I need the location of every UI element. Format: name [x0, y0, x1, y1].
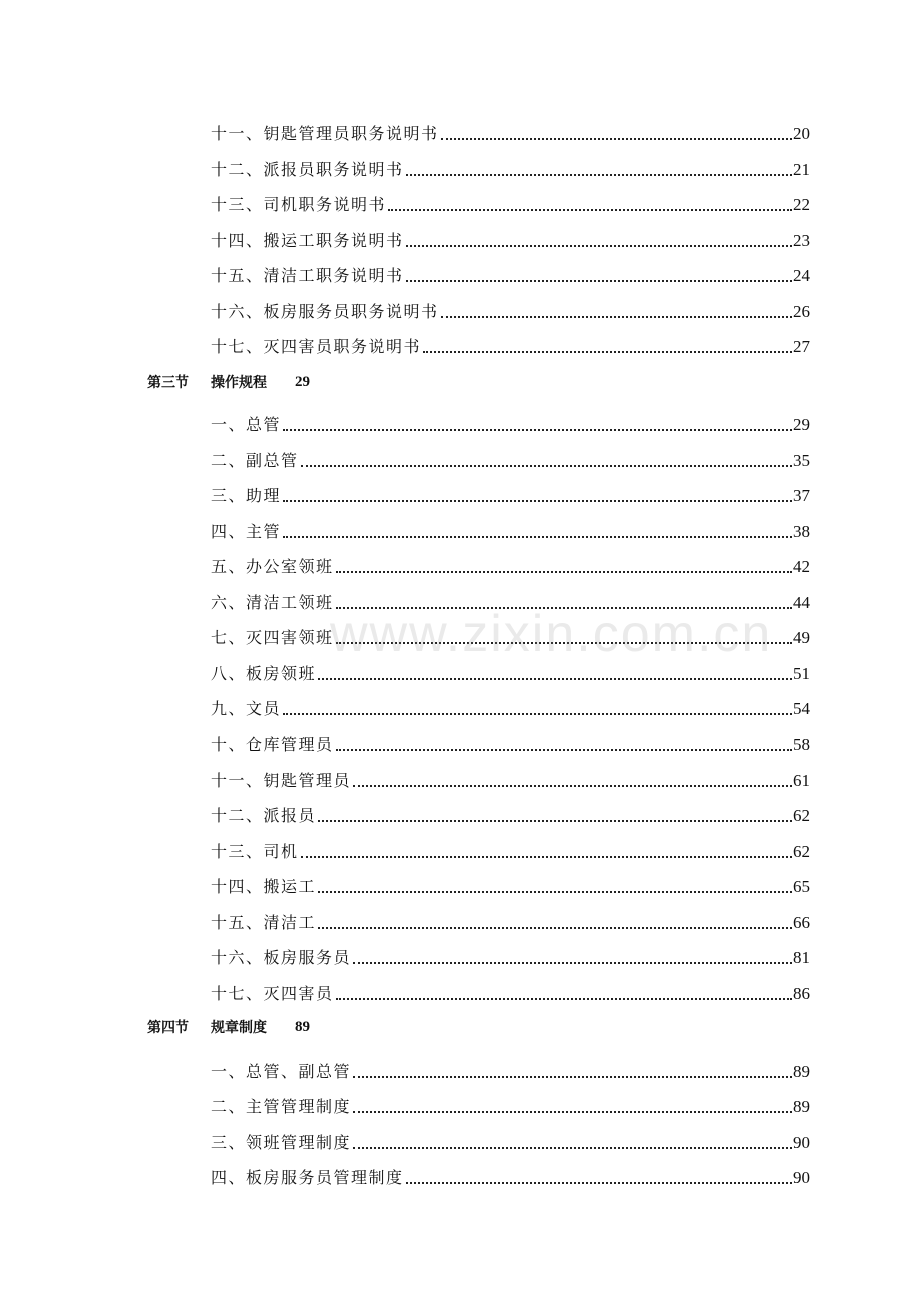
toc-entry-label: 十三、司机职务说明书 [211, 195, 387, 214]
toc-entry-label: 八、板房领班 [211, 664, 317, 683]
toc-entry[interactable] [211, 731, 810, 755]
dot-leader [441, 138, 792, 140]
toc-entry[interactable] [211, 873, 810, 897]
toc-entry-label: 二、副总管 [211, 451, 299, 470]
toc-entry-label: 三、助理 [211, 486, 282, 505]
dot-leader [301, 465, 792, 467]
section-page: 29 [295, 373, 310, 390]
toc-entry[interactable] [211, 191, 810, 215]
toc-entry[interactable] [211, 660, 810, 684]
toc-entry-page: 54 [793, 699, 810, 718]
dot-leader [406, 280, 792, 282]
dot-leader [318, 678, 792, 680]
dot-leader [336, 998, 792, 1000]
dot-leader [353, 962, 792, 964]
toc-entry-page: 49 [793, 628, 810, 647]
dot-leader [283, 536, 792, 538]
toc-entry[interactable] [211, 695, 810, 719]
toc-entry-label: 四、主管 [211, 522, 282, 541]
dot-leader [423, 351, 792, 353]
toc-entry[interactable] [211, 1164, 810, 1188]
dot-leader [283, 429, 792, 431]
dot-leader [318, 820, 792, 822]
toc-entry-page: 44 [793, 593, 810, 612]
toc-entry-page: 29 [793, 415, 810, 434]
toc-entry[interactable] [211, 589, 810, 613]
toc-entry-label: 十五、清洁工职务说明书 [211, 266, 404, 285]
section-page: 89 [295, 1018, 310, 1035]
dot-leader [336, 607, 792, 609]
dot-leader [301, 856, 792, 858]
toc-entry-label: 一、总管 [211, 415, 282, 434]
toc-entry-page: 66 [793, 913, 810, 932]
dot-leader [441, 316, 792, 318]
dot-leader [406, 174, 792, 176]
toc-entry-page: 90 [793, 1133, 810, 1152]
toc-entry-label: 九、文员 [211, 699, 282, 718]
toc-entry-label: 十三、司机 [211, 842, 299, 861]
dot-leader [388, 209, 792, 211]
toc-entry-page: 62 [793, 806, 810, 825]
toc-entry-page: 61 [793, 771, 810, 790]
toc-entry[interactable] [211, 156, 810, 180]
section-heading[interactable] [147, 1016, 310, 1038]
section-title: 规章制度 [211, 1020, 267, 1036]
toc-entry[interactable] [211, 767, 810, 791]
toc-entry-page: 65 [793, 877, 810, 896]
toc-entry[interactable] [211, 411, 810, 435]
toc-entry[interactable] [211, 909, 810, 933]
toc-entry[interactable] [211, 1093, 810, 1117]
toc-entry-page: 37 [793, 486, 810, 505]
toc-entry-label: 五、办公室领班 [211, 557, 334, 576]
toc-entry[interactable] [211, 447, 810, 471]
toc-entry[interactable] [211, 1129, 810, 1153]
toc-entry[interactable] [211, 262, 810, 286]
dot-leader [353, 785, 792, 787]
toc-entry-label: 十二、派报员职务说明书 [211, 160, 404, 179]
toc-entry-label: 十六、板房服务员 [211, 948, 352, 967]
toc-entry-label: 十一、钥匙管理员职务说明书 [211, 124, 439, 143]
section-number: 第三节 [147, 375, 189, 391]
toc-entry-label: 十七、灭四害员职务说明书 [211, 337, 422, 356]
watermark: www.zixin.com.cn [330, 605, 773, 663]
toc-entry-page: 42 [793, 557, 810, 576]
toc-entry-label: 六、清洁工领班 [211, 593, 334, 612]
dot-leader [283, 500, 792, 502]
toc-entry-label: 二、主管管理制度 [211, 1097, 352, 1116]
dot-leader [353, 1111, 792, 1113]
toc-entry[interactable] [211, 980, 810, 1004]
toc-entry-page: 81 [793, 948, 810, 967]
section-title: 操作规程 [211, 375, 267, 391]
dot-leader [336, 749, 792, 751]
toc-entry-label: 七、灭四害领班 [211, 628, 334, 647]
section-number: 第四节 [147, 1020, 189, 1036]
toc-entry-page: 58 [793, 735, 810, 754]
toc-entry[interactable] [211, 518, 810, 542]
dot-leader [336, 571, 792, 573]
toc-entry-page: 38 [793, 522, 810, 541]
toc-entry-page: 51 [793, 664, 810, 683]
toc-entry-page: 26 [793, 302, 810, 321]
toc-entry-label: 四、板房服务员管理制度 [211, 1168, 404, 1187]
toc-entry-label: 十六、板房服务员职务说明书 [211, 302, 439, 321]
toc-entry-page: 62 [793, 842, 810, 861]
dot-leader [318, 927, 792, 929]
toc-entry-label: 十、仓库管理员 [211, 735, 334, 754]
dot-leader [283, 713, 792, 715]
toc-entry[interactable] [211, 802, 810, 826]
toc-entry-label: 一、总管、副总管 [211, 1062, 352, 1081]
toc-entry[interactable] [211, 227, 810, 251]
toc-entry-page: 20 [793, 124, 810, 143]
dot-leader [318, 891, 792, 893]
dot-leader [406, 1182, 792, 1184]
dot-leader [353, 1076, 792, 1078]
toc-entry-label: 十四、搬运工职务说明书 [211, 231, 404, 250]
toc-entry-label: 十五、清洁工 [211, 913, 317, 932]
toc-entry-page: 86 [793, 984, 810, 1003]
toc-entry-label: 十七、灭四害员 [211, 984, 334, 1003]
dot-leader [353, 1147, 792, 1149]
toc-entry[interactable] [211, 838, 810, 862]
toc-entry-page: 24 [793, 266, 810, 285]
toc-entry-label: 十一、钥匙管理员 [211, 771, 352, 790]
toc-entry-label: 十二、派报员 [211, 806, 317, 825]
toc-entry-page: 21 [793, 160, 810, 179]
toc-entry[interactable] [211, 333, 810, 357]
section-heading[interactable] [147, 371, 310, 393]
toc-entry-page: 90 [793, 1168, 810, 1187]
toc-entry-page: 22 [793, 195, 810, 214]
toc-entry[interactable] [211, 482, 810, 506]
toc-entry[interactable] [211, 120, 810, 144]
toc-entry-page: 89 [793, 1097, 810, 1116]
toc-entry-page: 27 [793, 337, 810, 356]
toc-entry[interactable] [211, 553, 810, 577]
toc-entry-page: 35 [793, 451, 810, 470]
toc-entry-label: 三、领班管理制度 [211, 1133, 352, 1152]
toc-entry-page: 23 [793, 231, 810, 250]
dot-leader [336, 642, 792, 644]
toc-entry-page: 89 [793, 1062, 810, 1081]
dot-leader [406, 245, 792, 247]
toc-entry[interactable] [211, 298, 810, 322]
toc-entry[interactable] [211, 1058, 810, 1082]
toc-entry[interactable] [211, 624, 810, 648]
toc-entry-label: 十四、搬运工 [211, 877, 317, 896]
toc-entry[interactable] [211, 944, 810, 968]
